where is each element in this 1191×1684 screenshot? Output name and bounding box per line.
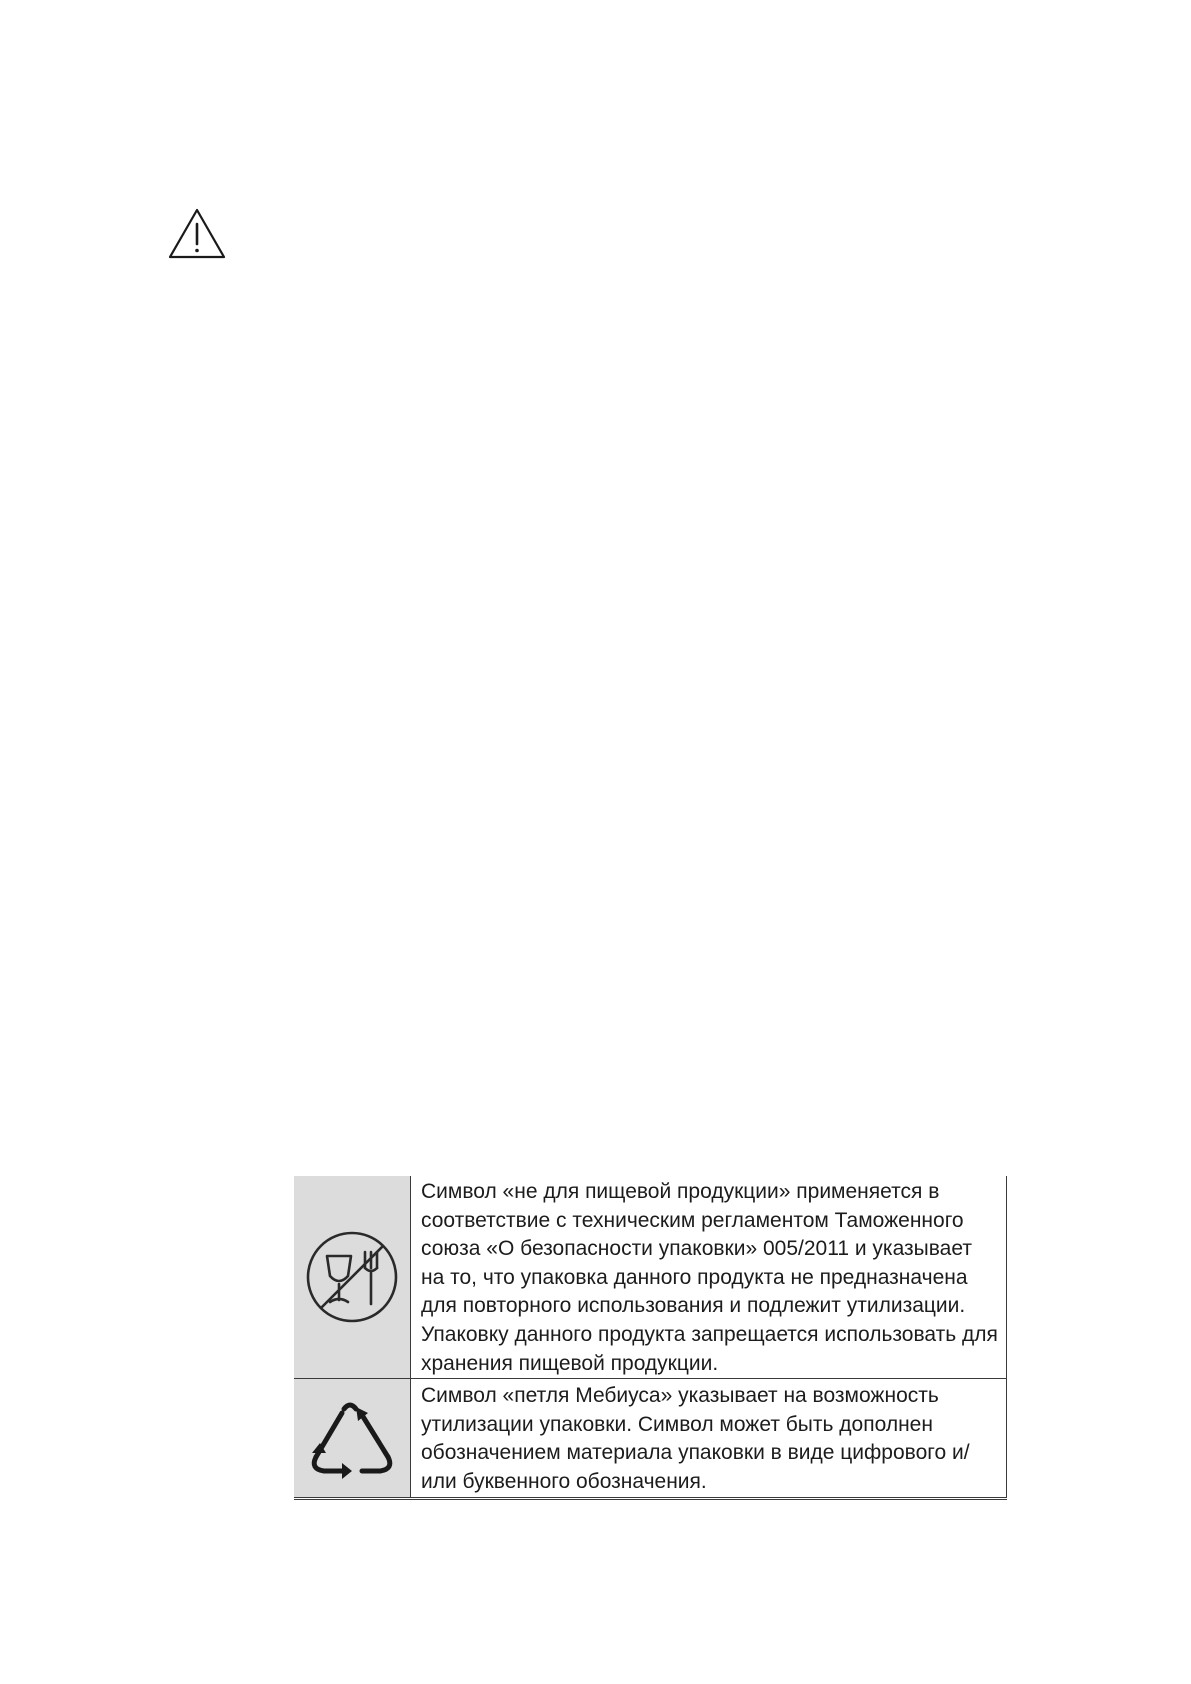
symbol-description: Символ «петля Мебиуса» указывает на возможность утилизации упаковки. Символ может быть дополнен обозначением материала упаковки в виде цифрового и/или буквенного обозначения. xyxy=(411,1379,1007,1498)
symbol-icon-cell xyxy=(294,1176,411,1379)
mobius-loop-recycle-icon xyxy=(304,1397,400,1479)
warning-triangle-icon xyxy=(168,208,226,260)
symbol-icon-cell xyxy=(294,1379,411,1498)
table-row xyxy=(294,1176,1007,1379)
packaging-symbols-table xyxy=(294,1176,1007,1500)
symbol-description: Символ «не для пищевой продукции» применяется в соответствие с техническим регламентом Таможенного союза «О безопасности упаковки» 005/2011 и указывает на то, что упаковка данного продукта не предназначена для повторного использования и подлежит утилизации. Упаковку данного продукта запрещается использовать для хранения пищевой продукции. xyxy=(411,1176,1007,1379)
table-row xyxy=(294,1379,1007,1498)
not-for-food-icon xyxy=(303,1228,401,1326)
